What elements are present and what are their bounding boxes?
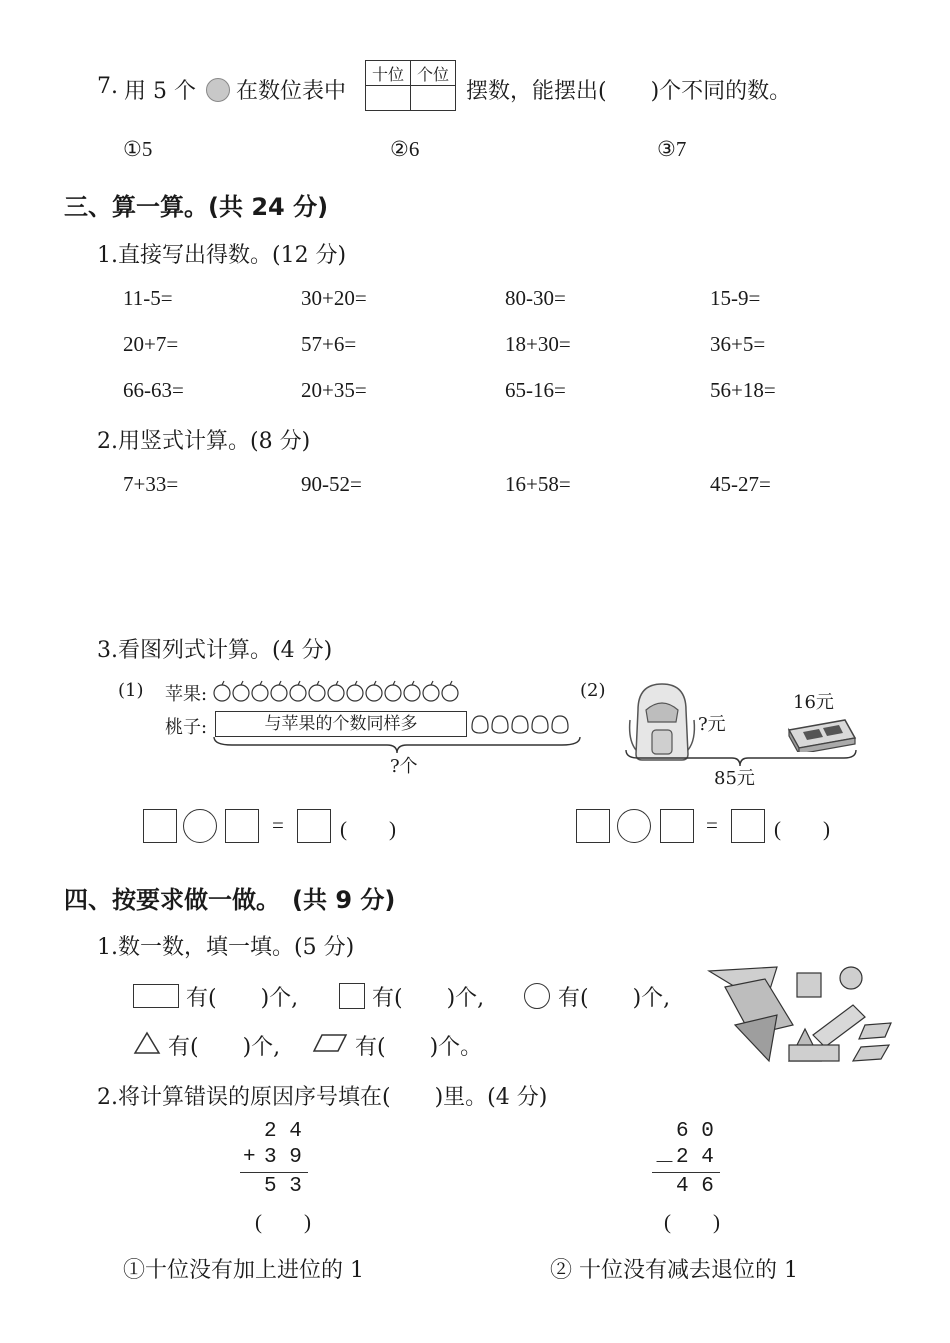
section4-title: 四、按要求做一做。 (共 9 分): [64, 886, 396, 914]
difference-result: 4 6: [676, 1175, 714, 1198]
reason-paren-left[interactable]: ( ): [255, 1210, 311, 1234]
ones-header: 个位: [411, 61, 456, 86]
ones-cell: [411, 86, 456, 111]
q7-option-2: ②6: [390, 137, 420, 161]
s4-q2-title: 2.将计算错误的原因序号填在( )里。(4 分): [97, 1085, 548, 1110]
subtrahend: 2 4: [676, 1146, 714, 1169]
q7-number: 7.: [97, 74, 118, 99]
apple-icon: [442, 681, 458, 701]
minuend: 6 0: [676, 1120, 714, 1143]
q7-text-a: 用 5 个: [124, 79, 196, 104]
reason-paren-right[interactable]: ( ): [664, 1210, 720, 1234]
peach-label: 桃子:: [165, 717, 208, 738]
q7-text-b: 在数位表中: [236, 79, 347, 104]
vertical-calc-item: 7+33=: [123, 472, 179, 496]
apple-icon: [328, 681, 344, 701]
vertical-calc-item: 45-27=: [710, 472, 771, 496]
calc-item: 65-16=: [505, 378, 566, 402]
circle-count[interactable]: 有( )个,: [558, 986, 671, 1011]
q7-option-3: ③7: [657, 137, 687, 161]
result-box[interactable]: [297, 809, 331, 843]
calc-item: 57+6=: [301, 332, 357, 356]
answer-box[interactable]: [576, 809, 610, 843]
circle-icon: [524, 983, 550, 1009]
calc-item: 20+7=: [123, 332, 179, 356]
result-box[interactable]: [731, 809, 765, 843]
parallelogram-icon: [312, 1033, 348, 1053]
apple-icon: [271, 681, 287, 701]
apple-icon: [385, 681, 401, 701]
sum-line: [240, 1172, 308, 1173]
peach-icon: [512, 716, 528, 733]
triangle-icon: [133, 1031, 161, 1055]
circle-counter-icon: [206, 78, 230, 102]
addend-2: 3 9: [264, 1146, 302, 1169]
total-price: 85元: [714, 768, 755, 789]
calc-item: 66-63=: [123, 378, 184, 402]
apple-icon: [347, 681, 363, 701]
plus-sign: +: [243, 1146, 256, 1169]
p1-label: (1): [118, 680, 144, 701]
sum-result: 5 3: [264, 1175, 302, 1198]
square-icon: [339, 983, 365, 1009]
unit-paren[interactable]: ( ): [340, 817, 396, 841]
apple-label: 苹果:: [165, 684, 208, 705]
apple-icon: [404, 681, 420, 701]
apple-icon: [252, 681, 268, 701]
s3-q1-title: 1.直接写出得数。(12 分): [97, 243, 347, 268]
difference-line: [652, 1172, 720, 1173]
section3-title: 三、算一算。(共 24 分): [64, 193, 329, 221]
apple-icon: [290, 681, 306, 701]
pencil-box-icon: [785, 710, 857, 752]
minus-sign: －: [654, 1153, 675, 1176]
answer-box[interactable]: [143, 809, 177, 843]
rectangle-count[interactable]: 有( )个,: [186, 986, 299, 1011]
triangle-count[interactable]: 有( )个,: [168, 1035, 281, 1060]
calc-item: 11-5=: [123, 286, 173, 310]
operator-circle[interactable]: [617, 809, 651, 843]
calc-item: 15-9=: [710, 286, 761, 310]
peach-icon: [532, 716, 548, 733]
calc-item: 80-30=: [505, 286, 566, 310]
answer-box[interactable]: [660, 809, 694, 843]
place-value-table: [365, 60, 456, 111]
vertical-calc-item: 16+58=: [505, 472, 571, 496]
q7-option-1: ①5: [123, 137, 153, 161]
peach-box-text: 与苹果的个数同样多: [264, 714, 418, 734]
addend-1: 2 4: [264, 1120, 302, 1143]
peach-box: [215, 711, 467, 737]
peach-icon: [492, 716, 508, 733]
reason-2: ② 十位没有减去退位的 1: [550, 1258, 798, 1283]
tens-header: 十位: [366, 61, 411, 86]
bag-price: ?元: [698, 714, 726, 735]
reason-1: ①十位没有加上进位的 1: [123, 1258, 364, 1283]
extra-peach-row: [470, 712, 580, 736]
q7-text-c: 摆数，能摆出( )个不同的数。: [466, 79, 792, 104]
parallelogram-count[interactable]: 有( )个。: [355, 1035, 483, 1060]
apple-icon: [423, 681, 439, 701]
equals-sign: =: [706, 813, 718, 837]
apple-icon: [366, 681, 382, 701]
apple-icon: [214, 681, 230, 701]
calc-item: 56+18=: [710, 378, 776, 402]
peach-icon: [552, 716, 568, 733]
answer-box[interactable]: [225, 809, 259, 843]
equals-sign: =: [272, 813, 284, 837]
tens-cell: [366, 86, 411, 111]
total-apples-label: ?个: [390, 756, 418, 777]
calc-item: 18+30=: [505, 332, 571, 356]
square-count[interactable]: 有( )个,: [372, 986, 485, 1011]
s3-q3-title: 3.看图列式计算。(4 分): [97, 638, 333, 663]
apple-icon: [233, 681, 249, 701]
calc-item: 30+20=: [301, 286, 367, 310]
s3-q2-title: 2.用竖式计算。(8 分): [97, 429, 311, 454]
calc-item: 20+35=: [301, 378, 367, 402]
p2-label: (2): [580, 680, 606, 701]
apple-row: [212, 680, 472, 704]
apple-icon: [309, 681, 325, 701]
rectangle-icon: [133, 984, 179, 1008]
unit-paren[interactable]: ( ): [774, 817, 830, 841]
operator-circle[interactable]: [183, 809, 217, 843]
peach-icon: [472, 716, 488, 733]
vertical-calc-item: 90-52=: [301, 472, 362, 496]
pencil-box-price: 16元: [793, 692, 834, 713]
s4-q1-title: 1.数一数，填一填。(5 分): [97, 935, 355, 960]
calc-item: 36+5=: [710, 332, 766, 356]
shape-composition-figure: [705, 965, 895, 1065]
